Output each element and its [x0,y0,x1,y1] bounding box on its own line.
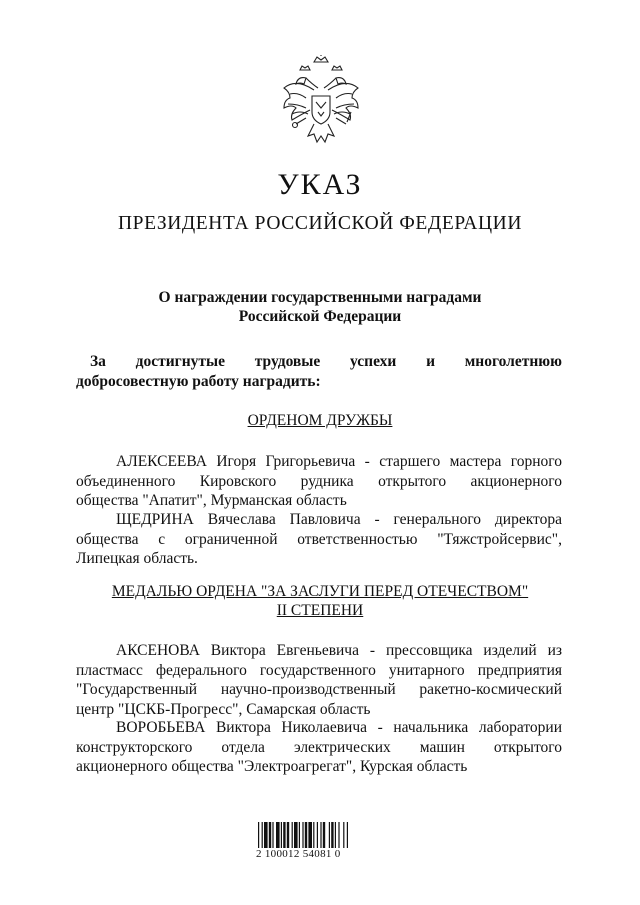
intro-line-1: За достигнутые трудовые успехи и многолетнюю [90,353,562,370]
entry-line: Липецкая область. [76,550,198,567]
award-heading-medal-line-1: МЕДАЛЬЮ ОРДЕНА "ЗА ЗАСЛУГИ ПЕРЕД ОТЕЧЕСТВОМ" [111,583,529,600]
decree-subject-line-1: О награждении государственными наградами [158,289,482,306]
decree-title: УКАЗ [277,168,363,201]
entry-line: пластмасс федерального государственного унитарного предприятия [76,661,562,679]
award-entry [76,641,562,719]
entry-line: ВОРОБЬЕВА Виктора Николаевича - начальника лаборатории [116,719,562,736]
intro-line-2: добросовестную работу наградить: [76,372,321,390]
decree-issuer: ПРЕЗИДЕНТА РОССИЙСКОЙ ФЕДЕРАЦИИ [117,213,523,234]
coat-of-arms-icon [276,54,366,152]
barcode-number: 2 100012 54081 0 [256,848,341,860]
barcode-icon [256,820,388,872]
entry-line: общества с ограниченной ответственностью "Тяжстройсервис", [76,530,562,548]
entry-line: "Государственный научно-производственный ракетно-космический [76,681,562,698]
award-heading-medal-line-2: II СТЕПЕНИ [276,602,364,619]
entry-line: ЩЕДРИНА Вячеслава Павловича - генерального директора [116,511,562,528]
award-entry [76,452,562,511]
entry-line: конструкторского отдела электрических машин открытого [76,738,562,756]
entry-line: акционерного общества "Электроагрегат", Курская область [76,758,468,775]
entry-line: АКСЕНОВА Виктора Евгеньевича - прессовщика изделий из [116,642,562,659]
entry-line: АЛЕКСЕЕВА Игоря Григорьевича - старшего мастера горного [116,453,562,470]
intro-paragraph [76,352,562,391]
award-entry [76,510,562,569]
entry-line: объединенного Кировского рудника открытого акционерного [76,472,562,490]
award-entry [76,718,562,777]
award-heading-order-of-friendship: ОРДЕНОМ ДРУЖБЫ [247,412,393,429]
entry-line: центр "ЦСКБ-Прогресс", Самарская область [76,700,371,718]
decree-subject-line-2: Российской Федерации [238,308,402,325]
entry-line: общества "Апатит", Мурманская область [76,492,347,509]
